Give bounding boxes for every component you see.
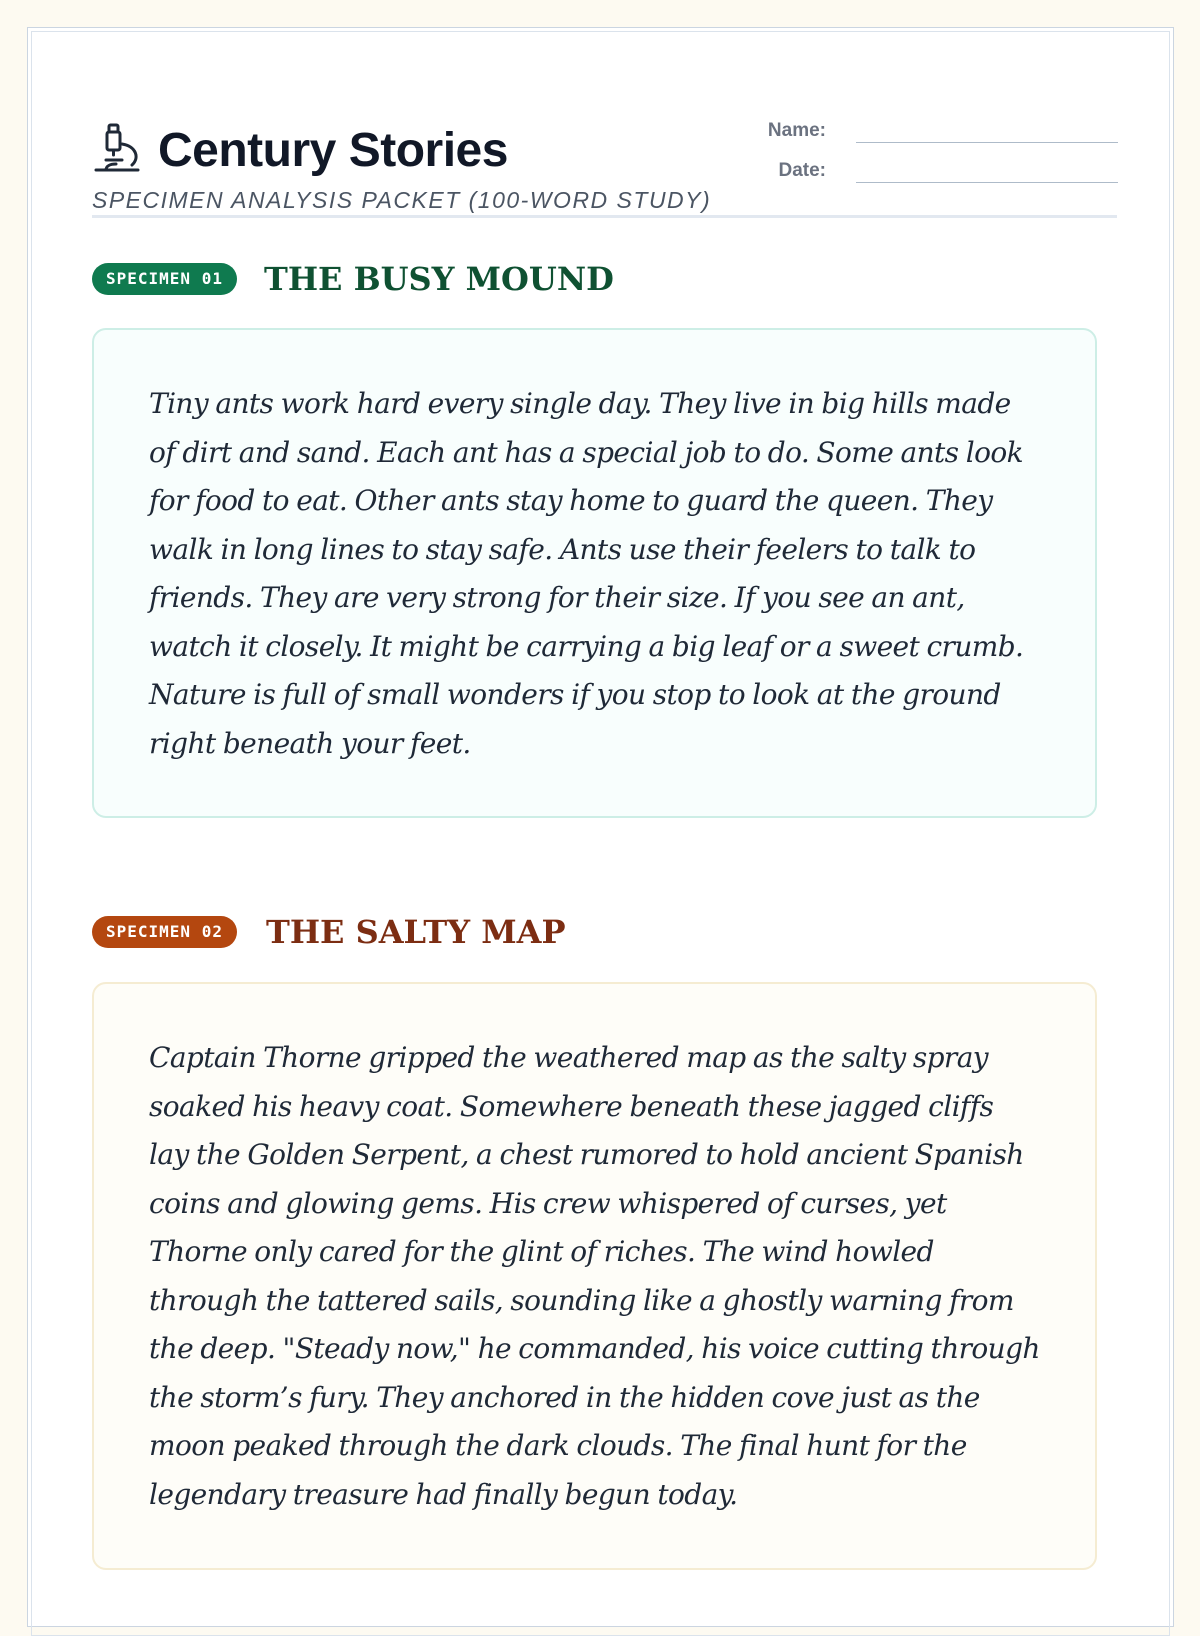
- name-input-line[interactable]: [856, 142, 1118, 143]
- specimen-01-header: [92, 259, 1117, 299]
- date-input-line[interactable]: [856, 182, 1118, 183]
- specimen-02-header: [92, 912, 1117, 952]
- specimen-02-card: [92, 982, 1097, 1570]
- specimen-badge: SPECIMEN 01: [92, 263, 237, 295]
- date-label: Date:: [778, 160, 826, 181]
- header-divider: [92, 215, 1117, 218]
- specimen-badge: SPECIMEN 02: [92, 916, 237, 948]
- name-label: Name:: [767, 120, 826, 141]
- worksheet-header: [92, 92, 1117, 242]
- specimen-01-card: [92, 328, 1097, 818]
- specimen-title: THE BUSY MOUND: [264, 260, 614, 298]
- brand-title: Century Stories: [158, 124, 508, 177]
- page-inner-border: [31, 31, 1170, 1636]
- microscope-icon: [92, 122, 144, 176]
- specimen-text: Captain Thorne gripped the weathered map as the salty spray soaked his heavy coat. Somewhere beneath these jagged cliffs lay the Golden Serpent, a chest rumored to hold ancient Spanish coins and glowing gems. His crew whispered of curses, yet Thorne only cared for the glint of riches. The wind howled through the tattered sails, sounding like a ghostly warning from the deep. "Steady now," he commanded, his voice cutting through the storm’s fury. They anchored in the hidden cove just as the moon peaked through the dark clouds. The final hunt for the legendary treasure had finally begun today.: [149, 1041, 1040, 1511]
- worksheet-page: [27, 27, 1174, 1627]
- specimen-title: THE SALTY MAP: [266, 913, 566, 951]
- packet-subtitle: SPECIMEN ANALYSIS PACKET (100-WORD STUDY): [92, 187, 712, 213]
- specimen-text: Tiny ants work hard every single day. They live in big hills made of dirt and sand. Each ant has a special job to do. Some ants look for food to eat. Other ants stay home to guard the queen. They walk in long lines to stay safe. Ants use their feelers to talk to friends. They are very strong for their size. If you see an ant, watch it closely. It might be carrying a big leaf or a sweet crumb. Nature is full of small wonders if you stop to look at the ground right beneath your feet.: [149, 387, 1024, 760]
